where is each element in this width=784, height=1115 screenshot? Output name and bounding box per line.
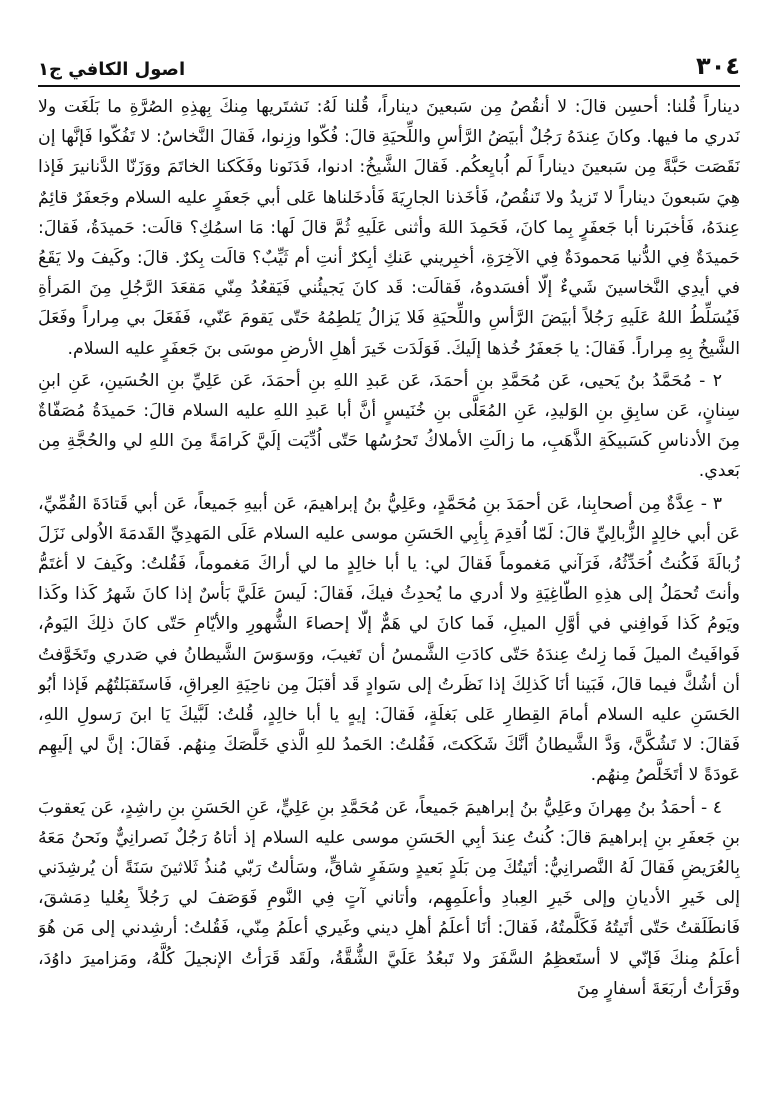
body-text [38, 92, 740, 1105]
page-header [38, 40, 740, 87]
page-number: ٣٠٤ [696, 52, 740, 80]
hadith-2: ٢ - مُحَمَّدُ بنُ يَحيى، عَن مُحَمَّدِ بنِ أحمَدَ، عَن عَبدِ اللهِ بنِ أحمَدَ، عَن عَلِيِّ بنِ الحُسَينِ، عَنِ ابنِ سِنانٍ، عَن سابِقِ بنِ الوَليدِ، عَنِ المُعَلَّى بنِ خُنَيسٍ أنَّ أبا عَبدِ اللهِ عليه السلام قالَ: حَميدَةُ مُصَفّاةٌ مِنَ الأدناسِ كَسَبيكَةِ الذَّهَبِ، ما زالَتِ الأملاكُ تَحرُسُها حَتّى اُدِّيَت إلَيَّ كَرامَةً مِنَ اللهِ لي والحُجَّةِ مِن بَعدي. [38, 370, 740, 482]
paragraph-continuation: ديناراً قُلنا: أحسِن قالَ: لا أنقُصُ مِن سَبعينَ ديناراً، قُلنا لَهُ: نَشتَريها مِنكَ بِهذِهِ الصُرَّةِ ما بَلَغَت ولا نَدري ما فيها. وكانَ عِندَهُ رَجُلٌ أبيَضُ الرَّأسِ واللِّحيَةِ قالَ: فُكّوا وزِنوا، فَقالَ النَّخاسُ: لا تَفُكّوا فَإنَّها إن نَقَصَت حَبَّةً مِن سَبعينَ ديناراً لَم اُبايِعكُم. فَقالَ الشَّيخُ: ادنوا، فَدَنَونا وفَكَكنا الخاتَمَ ووَزَنّا الدَّنانيرَ فَإذا هِيَ سَبعونَ ديناراً لا تَزيدُ ولا تَنقُصُ، فَأخَذنا الجارِيَةَ فَأدخَلناها عَلى أبي جَعفَرٍ عليه السلام وجَعفَرٌ قائِمٌ عِندَهُ، فَأخبَرنا أبا جَعفَرٍ بِما كانَ، فَحَمِدَ اللهَ وأثنى عَلَيهِ ثُمَّ قالَ لَها: مَا اسمُكِ؟ قالَت: حَميدَةُ، فَقالَ: حَميدَةٌ فِي الدُّنيا مَحمودَةٌ فِي الآخِرَةِ، أخبِريني عَنكِ أبِكرٌ أنتِ أم ثَيِّبٌ؟ قالَت بِكرٌ. قالَ: وكَيفَ ولا يَقَعُ في أيدِي النَّخاسينَ شَيءٌ إلّا أفسَدوهُ، فَقالَت: قَد كانَ يَجيئُني فَيَقعُدُ مِنّي مَقعَدَ الرَّجُلِ مِنَ المَرأةِ فَيُسَلِّطُ اللهُ عَلَيهِ رَجُلاً أبيَضَ الرَّأسِ واللِّحيَةِ فَلا يَزالُ يَلطِمُهُ حَتّى يَقومَ عَنّي، فَفَعَلَ بي مِراراً وفَعَلَ الشَّيخُ بِهِ مِراراً. فَقالَ: يا جَعفَرُ خُذها إلَيكَ. فَوَلَدَت خَيرَ أهلِ الأرضِ موسَى بنَ جَعفَرٍ عليه السلام. [38, 97, 740, 359]
hadith-4: ٤ - أحمَدُ بنُ مِهرانَ وعَلِيُّ بنُ إبراهيمَ جَميعاً، عَن مُحَمَّدِ بنِ عَلِيٍّ، عَنِ الحَسَنِ بنِ راشِدٍ، عَن يَعقوبَ بنِ جَعفَرِ بنِ إبراهيمَ قالَ: كُنتُ عِندَ أبِي الحَسَنِ موسى عليه السلام إذ أتاهُ رَجُلٌ نَصرانِيٌّ ونَحنُ مَعَهُ بِالعُرَيضِ فَقالَ لَهُ النَّصرانِيُّ: أتَيتُكَ مِن بَلَدٍ بَعيدٍ وسَفَرٍ شاقٍّ، وسَألتُ رَبّي مُنذُ ثَلاثينَ سَنَةً أن يُرشِدَني إلى خَيرِ الأديانِ وإلى خَيرِ العِبادِ وأعلَمِهِم، وأتاني آتٍ فِي النَّومِ فَوَصَفَ لي رَجُلاً بِعُليا دِمَشقَ، فَانطَلَقتُ حَتّى أتَيتُهُ فَكَلَّمتُهُ، فَقالَ: أنَا أعلَمُ أهلِ ديني وغَيري أعلَمُ مِنّي، فَقُلتُ: أرشِدني إلى مَن هُوَ أعلَمُ مِنكَ فَإنّي لا أستَعظِمُ السَّفَرَ ولا تَبعُدُ عَلَيَّ الشُّقَّةُ، ولَقَد قَرَأتُ الإنجيلَ كُلَّهُ، ومَزاميرَ داوُدَ، وقَرَأتُ أربَعَةَ أسفارٍ مِنَ [38, 797, 740, 999]
hadith-3: ٣ - عِدَّةٌ مِن أصحابِنا، عَن أحمَدَ بنِ مُحَمَّدٍ، وعَلِيُّ بنُ إبراهيمَ، عَن أبيهِ جَميعاً، عَن أبي قَتادَةَ القُمِّيِّ، عَن أبي خالِدٍ الزُّبالِيِّ قالَ: لَمّا اُقدِمَ بِأبِي الحَسَنِ موسى عليه السلام عَلَى المَهدِيِّ القَدمَةَ الاُولى نَزَلَ زُبالَةَ فَكُنتُ اُحَدِّثُهُ، فَرَآني مَغموماً فَقالَ لي: يا أبا خالِدٍ ما لي أراكَ مَغموماً، فَقُلتُ: وكَيفَ لا أغتَمُّ وأنتَ تُحمَلُ إلى هذِهِ الطّاغِيَةِ ولا أدري ما يُحدِثُ فيكَ، فَقالَ: لَيسَ عَلَيَّ بَأسٌ إذا كانَ شَهرُ كَذا وكَذا ويَومُ كَذا فَوافِني في أوَّلِ الميلِ، فَما كانَ لي هَمٌّ إلّا إحصاءَ الشُّهورِ والأيّامِ حَتّى كانَ ذلِكَ اليَومُ، فَوافَيتُ الميلَ فَما زِلتُ عِندَهُ حَتّى كادَتِ الشَّمسُ أن تَغيبَ، ووَسوَسَ الشَّيطانُ في صَدري وتَخَوَّفتُ أن أشُكَّ فيما قالَ، فَبَينا أنَا كَذلِكَ إذا نَظَرتُ إلى سَوادٍ قَد أقبَلَ مِن ناحِيَةِ العِراقِ، فَاستَقبَلتُهُم فَإذا أبُو الحَسَنِ عليه السلام أمامَ القِطارِ عَلى بَغلَةٍ، فَقالَ: إيهٍ يا أبا خالِدٍ، قُلتُ: لَبَّيكَ يَا ابنَ رَسولِ اللهِ، فَقالَ: لا تَشُكَّنَّ، وَدَّ الشَّيطانُ أنَّكَ شَكَكتَ، فَقُلتُ: الحَمدُ للهِ الَّذي خَلَّصَكَ مِنهُم. فَقالَ: إنَّ لي إلَيهِم عَودَةً لا أتَخَلَّصُ مِنهُم. [38, 493, 740, 786]
book-title: اصول الكافي ج١ [38, 59, 186, 80]
